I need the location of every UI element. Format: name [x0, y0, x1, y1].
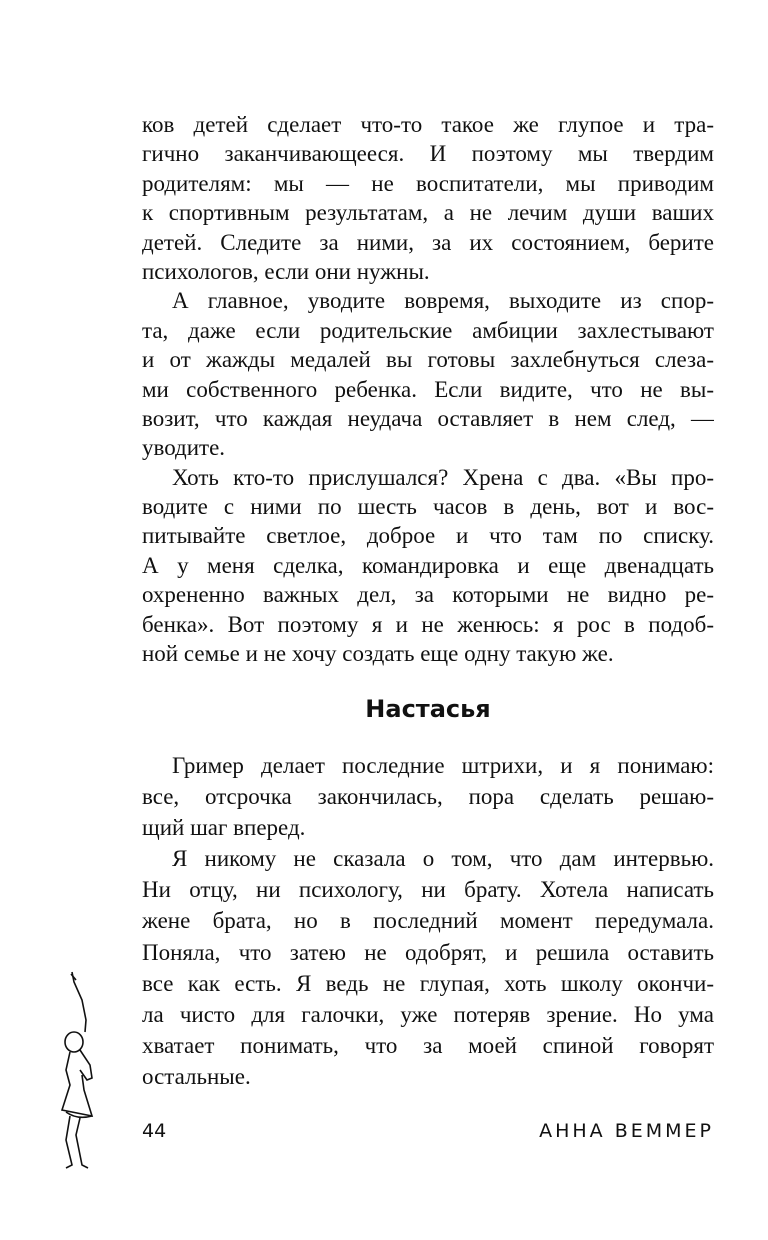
text-line: все, отсрочка закончилась, пора сделать решаю- [142, 784, 714, 810]
figure-skater-illustration-icon [52, 970, 102, 1170]
text-line: Я никому не сказала о том, что дам интервью. [172, 846, 714, 872]
text-line: и от жажды медалей вы готовы захлебнуться слеза- [142, 347, 714, 373]
text-line: родителям: мы — не воспитатели, мы приводим [142, 170, 714, 196]
text-line: водите с ними по шесть часов в день, вот и вос- [142, 494, 714, 520]
text-line: гично заканчивающееся. И поэтому мы твердим [142, 141, 714, 167]
text-line: ной семье и не хочу создать еще одну такую же. [142, 641, 614, 667]
text-line: жене брата, но в последний момент передумала. [142, 908, 714, 934]
text-line: питывайте светлое, доброе и что там по списку. [142, 523, 714, 549]
body-text-section-1 [142, 110, 714, 668]
text-line: ла чисто для галочки, уже потеряв зрение. Но ума [142, 1001, 714, 1027]
text-line: все как есть. Я ведь не глупая, хоть школу окончи- [142, 970, 714, 996]
body-text-section-2 [142, 750, 714, 1092]
text-line: остальные. [142, 1063, 251, 1089]
text-line: Хоть кто-то прислушался? Хрена с два. «Вы про- [172, 464, 714, 490]
text-line: Поняла, что затею не одобрят, и решила оставить [142, 939, 714, 965]
text-line: ми собственного ребенка. Если видите, что не вы- [142, 376, 714, 402]
text-line: та, даже если родительские амбиции захлестывают [142, 317, 714, 343]
chapter-heading: Настасья [365, 695, 491, 723]
text-line: щий шаг вперед. [142, 815, 306, 841]
text-line: ков детей сделает что-то такое же глупое и тра- [142, 112, 714, 137]
text-line: Гример делает последние штрихи, и я понимаю: [172, 753, 714, 778]
page-number: 44 [142, 1120, 167, 1142]
text-line: к спортивным результатам, а не лечим души ваших [142, 200, 714, 226]
text-line: охрененно важных дел, за которыми не видно ре- [142, 582, 714, 608]
text-line: Ни отцу, ни психологу, ни брату. Хотела написать [142, 877, 714, 903]
running-footer-author: АННА ВЕММЕР [539, 1120, 714, 1142]
text-line: бенка». Вот поэтому я и не женюсь: я рос в подоб- [142, 611, 714, 637]
text-line: хватает понимать, что за моей спиной говорят [142, 1032, 714, 1058]
text-line: уводите. [142, 435, 226, 461]
text-line: возит, что каждая неудача оставляет в нем след, — [142, 405, 714, 431]
text-line: А главное, уводите вовремя, выходите из спор- [172, 288, 714, 314]
text-line: А у меня сделка, командировка и еще двенадцать [142, 552, 714, 578]
text-line: психологов, если они нужны. [142, 258, 430, 284]
text-line: детей. Следите за ними, за их состоянием, берите [142, 229, 714, 255]
